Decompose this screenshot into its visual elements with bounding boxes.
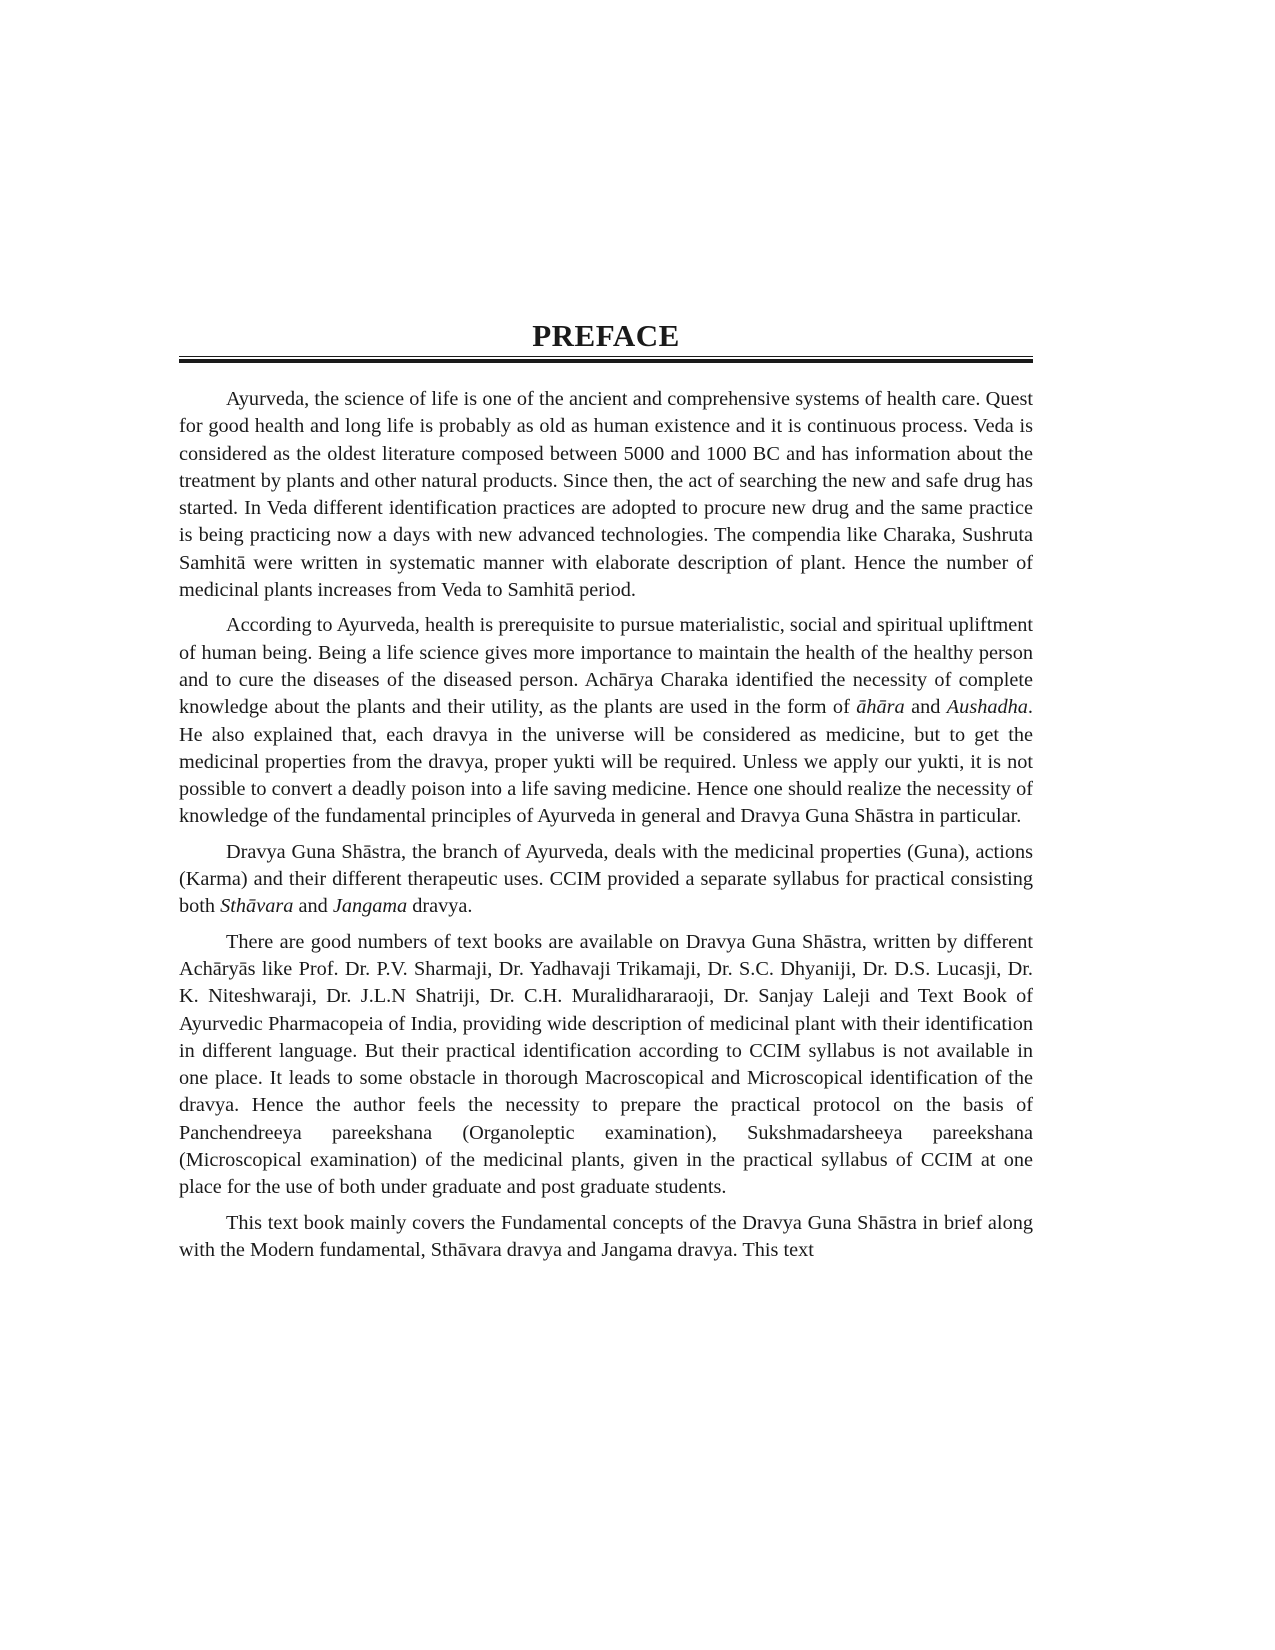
page-title: PREFACE (532, 318, 680, 353)
paragraph-text: and (904, 696, 947, 719)
paragraph-3 (179, 839, 1033, 921)
page-content (179, 318, 1033, 1264)
paragraph-text: According to Ayurveda, health is prerequisite to pursue materialistic, social and spiritual upliftment of human being. Being a life science gives more importance to maintain the health of the healthy person and to cure the diseases of the diseased person. Achārya Charaka identified the necessity of complete knowledge about the plants and their utility, as the plants are used in the form of (179, 614, 1033, 719)
paragraph-4 (179, 929, 1033, 1202)
paragraph-text: and (293, 895, 333, 918)
paragraph-text: dravya. (407, 895, 473, 918)
italic-term-sthavara: Sthāvara (220, 895, 294, 918)
paragraph-text: . He also explained that, each dravya in the universe will be considered as medicine, but to get the medicinal properties from the dravya, proper yukti will be required. Unless we apply our yukti, it is not possible to convert a deadly poison into a life saving medicine. Hence one should realize the necessity of knowledge of the fundamental principles of Ayurveda in general and Dravya Guna Shāstra in particular. (179, 696, 1033, 828)
paragraph-text: Dravya Guna Shāstra, the branch of Ayurveda, deals with the medicinal properties (Guna), actions (Karma) and their different therapeutic uses. CCIM provided a separate syllabus for practical consisting both (179, 840, 1033, 918)
paragraph-2 (179, 612, 1033, 830)
paragraph-text: Ayurveda, the science of life is one of the ancient and comprehensive systems of health care. Quest for good health and long life is probably as old as human existence and it is continuous process. Veda is considered as the oldest literature composed between 5000 and 1000 BC and has information about the treatment by plants and other natural products. Since then, the act of searching the new and safe drug has started. In Veda different identification practices are adopted to procure new drug and the same practice is being practicing now a days with new advanced technologies. The compendia like Charaka, Sushruta Samhitā were written in systematic manner with elaborate description of plant. Hence the number of medicinal plants increases from Veda to Samhitā period. (179, 388, 1033, 602)
italic-term-aushadha: Aushadha (946, 696, 1028, 719)
italic-term-jangama: Jangama (332, 895, 408, 918)
italic-term-ahara: āhāra (856, 696, 905, 719)
title-rule-thick (179, 359, 1033, 363)
preface-body (179, 386, 1033, 1264)
paragraph-text: There are good numbers of text books are available on Dravya Guna Shāstra, written by different Achāryās like Prof. Dr. P.V. Sharmaji, Dr. Yadhavaji Trikamaji, Dr. S.C. Dhyaniji, Dr. D.S. Lucasji, Dr. K. Niteshwaraji, Dr. J.L.N Shatriji, Dr. C.H. Muralidhararaoji, Dr. Sanjay Laleji and Text Book of Ayurvedic Pharmacopeia of India, providing wide description of medicinal plant with their identification in different language. But their practical identification according to CCIM syllabus is not available in one place. It leads to some obstacle in thorough Macroscopical and Microscopical identification of the dravya. Hence the author feels the necessity to prepare the practical protocol on the basis of Panchendreeya pareekshana (Organoleptic examination), Sukshmadarsheeya pareekshana (Microscopical examination) of the medicinal plants, given in the practical syllabus of CCIM at one place for the use of both under graduate and post graduate students. (179, 930, 1033, 1199)
paragraph-1 (179, 386, 1033, 604)
paragraph-5 (179, 1210, 1033, 1265)
paragraph-text: This text book mainly covers the Fundamental concepts of the Dravya Guna Shāstra in brief along with the Modern fundamental, Sthāvara dravya and Jangama dravya. This text (179, 1211, 1033, 1261)
title-double-rule (179, 356, 1033, 363)
